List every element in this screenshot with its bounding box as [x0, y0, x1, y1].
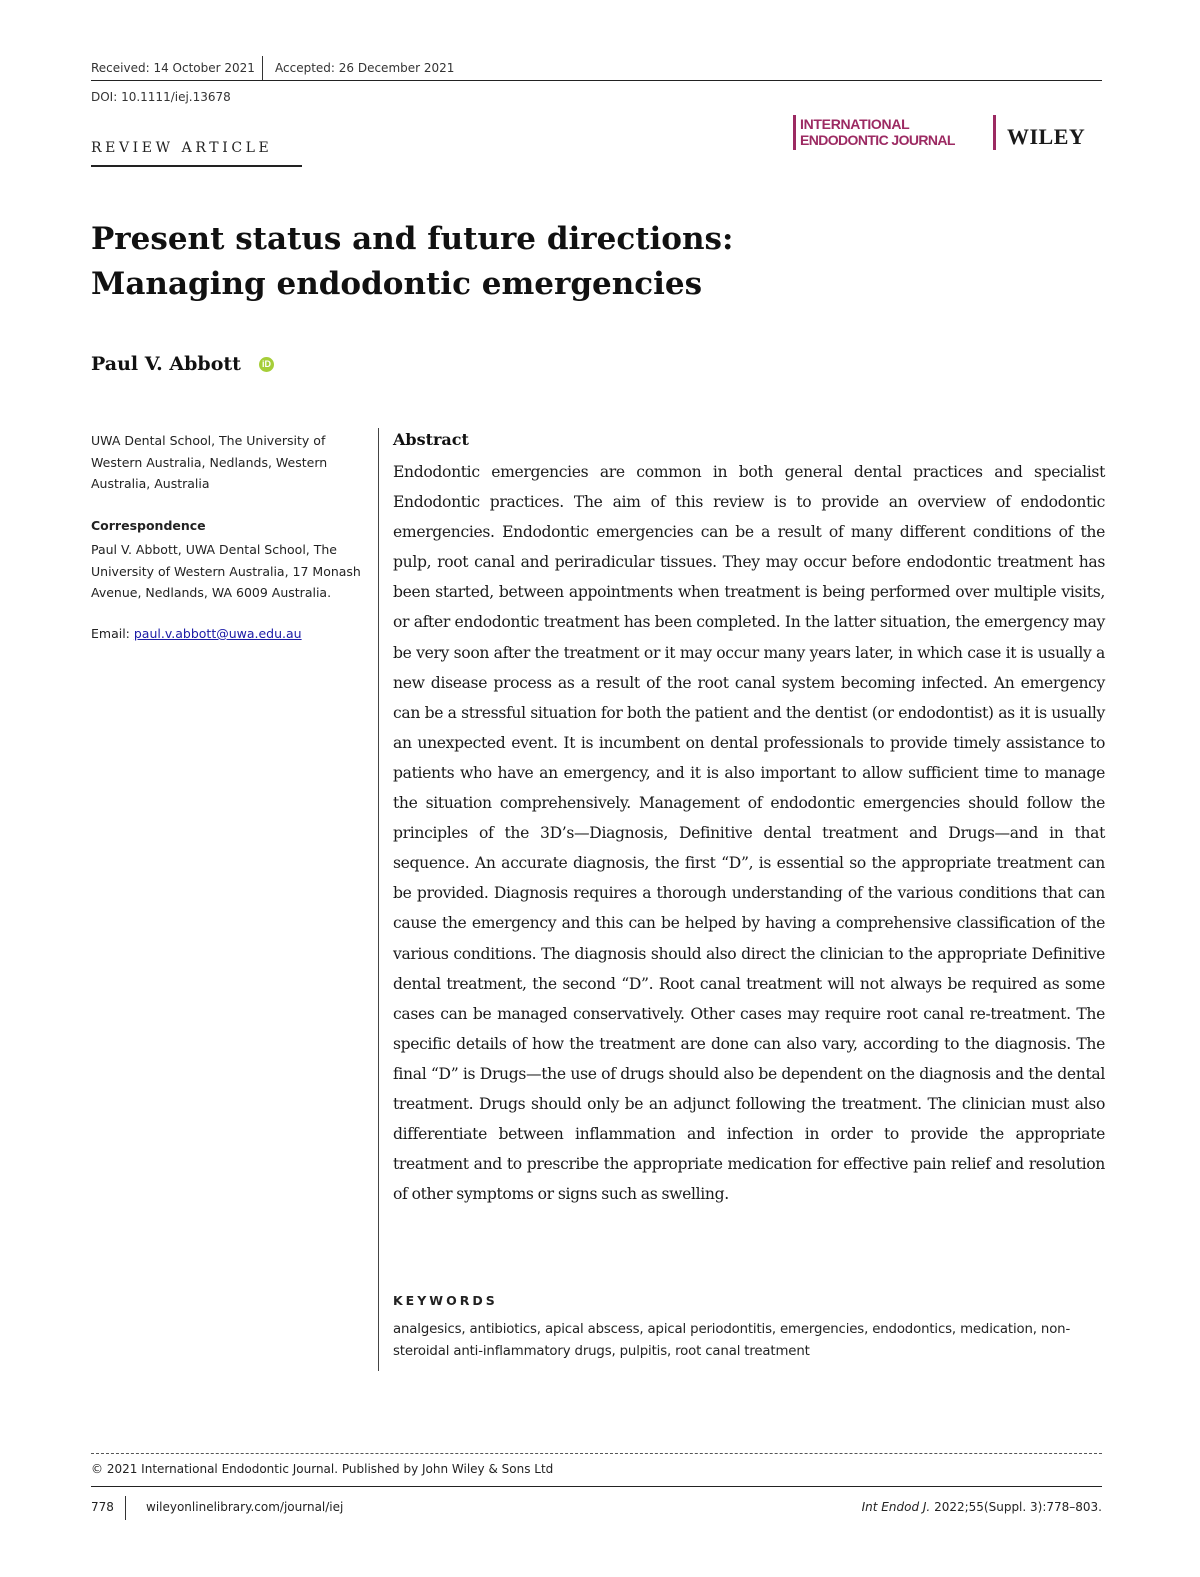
footer-separator	[125, 1496, 126, 1520]
citation-details: 2022;55(Suppl. 3):778–803.	[930, 1500, 1102, 1514]
header-separator	[262, 56, 263, 80]
keywords-list: analgesics, antibiotics, apical abscess, apical periodontitis, emergencies, endodontics, medication, non-steroidal anti-inflammatory drugs, pulpitis, root canal treatment	[393, 1322, 1071, 1359]
journal-logo-line1: INTERNATIONAL	[800, 116, 910, 132]
correspondence-heading: Correspondence	[91, 518, 206, 533]
article-type-underline	[91, 165, 302, 167]
page-number: 778	[91, 1500, 114, 1514]
publisher-logo: WILEY	[1007, 124, 1086, 149]
journal-logo-divider	[993, 115, 996, 150]
email-line	[91, 626, 302, 641]
footer-dashed-rule	[91, 1453, 1102, 1454]
article-type: REVIEW ARTICLE	[91, 140, 273, 156]
column-divider	[378, 428, 379, 1371]
title-line-1: Present status and future directions:	[91, 221, 734, 257]
author-name[interactable]: Paul V. Abbott	[91, 353, 241, 375]
journal-url[interactable]: wileyonlinelibrary.com/journal/iej	[146, 1500, 344, 1514]
title-line-2: Managing endodontic emergencies	[91, 266, 703, 302]
accepted-date: Accepted: 26 December 2021	[275, 61, 455, 75]
citation	[862, 1500, 1102, 1514]
email-label: Email:	[91, 626, 134, 641]
abstract-heading: Abstract	[393, 430, 469, 449]
citation-journal: Int Endod J.	[861, 1500, 931, 1514]
abstract-text: Endodontic emergencies are common in both general dental practices and specialist Endodontic practices. The aim of this review is to provide an overview of endodontic emergencies. Endodontic emergencies can be a result of many different conditions of the pulp, root canal and periradicular tissues. They may occur before endodontic treatment has been started, between appointments when treatment is being performed over multiple visits, or after endodontic treatment has been completed. In the latter situation, the emergency may be very soon after the treatment or it may occur many years later, in which case it is usually a new disease process as a result of the root canal system becoming infected. An emergency can be a stressful situation for both the patient and the dentist (or endodontist) as it is usually an unexpected event. It is incumbent on dental professionals to provide timely assistance to patients who have an emergency, and it is also important to allow sufficient time to manage the situation comprehensively. Management of endodontic emergencies should follow the principles of the 3D’s—Diagnosis, Definitive dental treatment and Drugs—and in that sequence. An accurate diagnosis, the first “D”, is essential so the appropriate treatment can be provided. Diagnosis requires a thorough understanding of the various conditions that can cause the emergency and this can be helped by having a comprehensive classification of the various conditions. The diagnosis should also direct the clinician to the appropriate Definitive dental treatment, the second “D”. Root canal treatment will not always be required as some cases can be managed conservatively. Other cases may require root canal re-treatment. The specific details of how the treatment are done can also vary, according to the diagnosis. The final “D” is Drugs—the use of drugs should also be dependent on the diagnosis and the dental treatment. Drugs should only be an adjunct following the treatment. The clinician must also differentiate between inflammation and infection in order to provide the appropriate treatment and to prescribe the appropriate medication for effective pain relief and resolution of other symptoms or signs such as swelling.	[393, 463, 1105, 1204]
copyright: © 2021 International Endodontic Journal. Published by John Wiley & Sons Ltd	[91, 1462, 554, 1476]
footer-rule	[91, 1486, 1102, 1487]
keywords-heading: KEYWORDS	[393, 1293, 498, 1308]
article-title	[91, 217, 991, 307]
affiliation: UWA Dental School, The University of Western Australia, Nedlands, Western Australia, Australia	[91, 433, 328, 491]
journal-logo-line2: ENDODONTIC JOURNAL	[800, 132, 955, 148]
header-rule	[91, 80, 1102, 81]
journal-logo-bar	[793, 115, 796, 150]
doi: DOI: 10.1111/iej.13678	[91, 90, 231, 104]
correspondence-address: Paul V. Abbott, UWA Dental School, The University of Western Australia, 17 Monash Avenue, Nedlands, WA 6009 Australia.	[91, 542, 361, 600]
received-date: Received: 14 October 2021	[91, 61, 255, 75]
email-link[interactable]: paul.v.abbott@uwa.edu.au	[133, 626, 302, 641]
orcid-icon[interactable]: iD	[259, 357, 274, 372]
